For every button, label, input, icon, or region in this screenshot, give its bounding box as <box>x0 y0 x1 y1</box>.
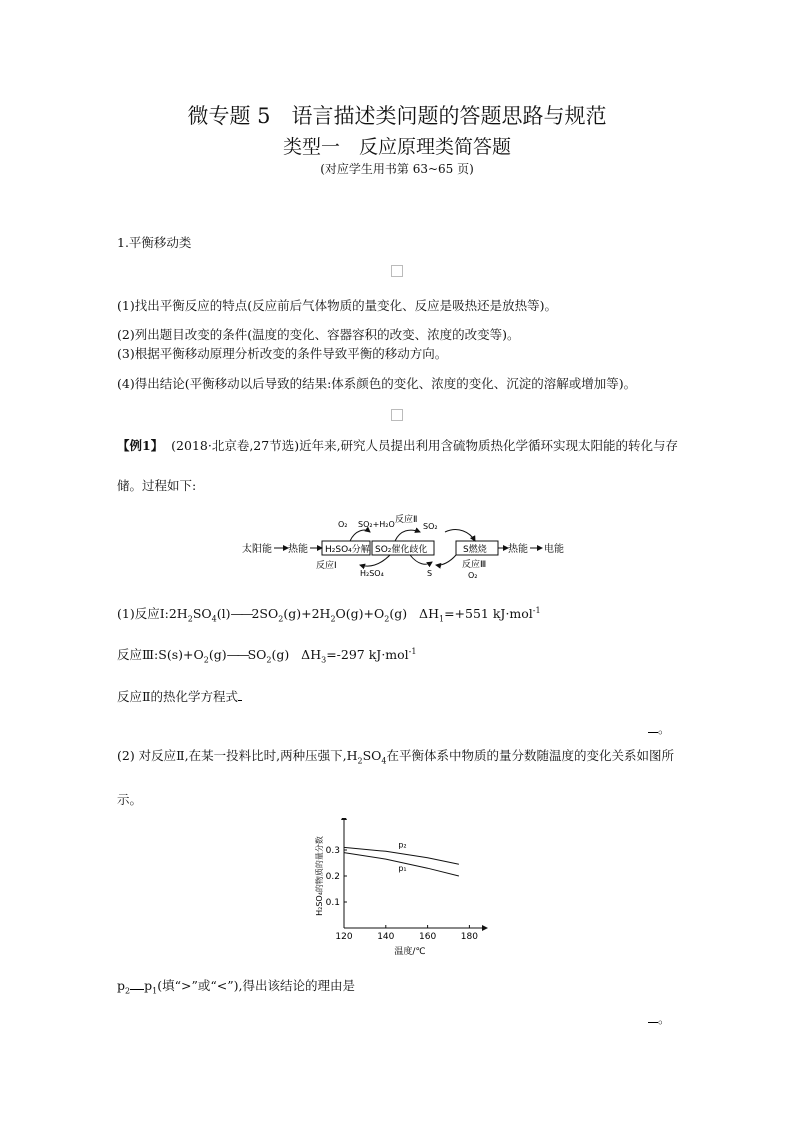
step-3: (3)根据平衡移动原理分析改变的条件导致平衡的移动方向。 <box>117 346 448 361</box>
box2-label: SO₂催化歧化 <box>375 545 428 555</box>
y-tick-label: 0.3 <box>325 846 340 856</box>
h2so4-label: H₂SO₄ <box>360 569 384 578</box>
x-axis-label: 温度/℃ <box>394 947 426 957</box>
heat-label: 热能 <box>288 544 308 555</box>
series-line-1 <box>344 847 459 864</box>
r1-dh: ΔH <box>419 606 439 621</box>
r1-prefix: (1)反应Ⅰ:2H <box>117 606 188 621</box>
so2-right-label: SO₂ <box>423 522 438 531</box>
box1-label: H₂SO₄分解 <box>325 545 370 555</box>
page-reference: (对应学生用书第 63~65 页) <box>320 162 474 176</box>
reaction-1-label: 反应Ⅰ <box>316 561 337 571</box>
cycle-arrow <box>410 555 432 564</box>
process-diagram <box>230 510 570 582</box>
section-heading: 1.平衡移动类 <box>117 235 192 250</box>
image-placeholder-icon <box>391 409 403 421</box>
reaction-2-label: 反应Ⅱ <box>395 515 418 525</box>
example-intro <box>117 436 678 454</box>
elec-label: 电能 <box>544 544 564 555</box>
cycle-arrow <box>436 555 456 565</box>
end-mark-2: 。 <box>658 1011 671 1026</box>
question-2-line1: (2) 对反应Ⅱ,在某一投料比时,两种压强下$,H_2SO_4$在平衡体系中物质的量分数随温度的变化关系如图所 <box>117 748 675 766</box>
page-title: 微专题 5 语言描述类问题的答题思路与规范 <box>187 104 607 128</box>
page-subtitle: 类型一 反应原理类简答题 <box>282 136 511 158</box>
x-tick-label: 120 <box>335 932 353 942</box>
step-1: (1)找出平衡反应的特点(反应前后气体物质的量变化、反应是吸热还是放热等)。 <box>117 298 557 313</box>
line-chart <box>310 818 490 968</box>
answer-line-end <box>648 719 671 737</box>
reaction-1-equation: (1)反应$Ⅰ:2H_2SO_4(l)——2SO_2(g)+2H_2O(g)+O_2(g)$ $\Delta H_1=+551$ kJ·mol$^{-1}$ <box>117 605 541 624</box>
chart-plot <box>344 840 459 876</box>
reaction-3-equation: 反应$Ⅲ:S(s)+O_2(g)——SO_2(g)$ $\Delta H_3=-297$ kJ·mol$^{-1}$ <box>117 646 417 665</box>
r3-value: =-297 kJ·mol <box>326 647 409 662</box>
r1-value: =+551 kJ·mol <box>444 606 533 621</box>
y-tick-label: 0.1 <box>325 898 340 908</box>
cycle-arrow <box>350 530 370 541</box>
y-axis-arrow <box>341 818 347 820</box>
r3-prefix: 反应Ⅲ:S(s)+O <box>117 647 204 662</box>
heat-label-2: 热能 <box>508 544 528 555</box>
y-axis-label: H₂SO₄的物质的量分数 <box>315 836 324 916</box>
end-mark: 。 <box>658 721 671 736</box>
cycle-arrow <box>395 530 420 541</box>
x-axis-arrow <box>482 925 488 931</box>
q2-line1a: (2) 对反应Ⅱ,在某一投料比时,两种压强下,H <box>117 748 358 763</box>
reaction-3-label: 反应Ⅲ <box>462 560 487 570</box>
step-4: (4)得出结论(平衡移动以后导致的结果:体系颜色的变化、浓度的变化、沉淀的溶解或增加等)。 <box>117 376 637 391</box>
solar-label: 太阳能 <box>242 544 272 555</box>
box3-label: S燃烧 <box>463 545 487 555</box>
series-label-2: p₁ <box>398 864 407 874</box>
s-label: S <box>427 569 433 578</box>
example-intro-line2: 储。过程如下: <box>117 478 197 493</box>
q3-tail: (填“>”或“<”),得出该结论的理由是 <box>157 978 355 993</box>
q1-text: 反应Ⅱ的热化学方程式 <box>117 689 238 704</box>
series-label-1: p₂ <box>398 840 407 850</box>
answer-line-end-2 <box>648 1009 671 1027</box>
example-intro-line1: (2018·北京卷,27节选)近年来,研究人员提出利用含硫物质热化学循环实现太阳能的转化与存 <box>171 438 679 453</box>
chart-axes <box>314 818 488 957</box>
so2-h2o-label: SO₂+H₂O <box>358 520 395 529</box>
image-placeholder-icon <box>391 265 403 277</box>
o2-bottom-label: O₂ <box>468 571 478 580</box>
o2-top-label: O₂ <box>338 520 348 529</box>
question-3: $p_2$ $p_1$(填“>”或“<”),得出该结论的理由是 <box>117 978 355 996</box>
example-tag: 【例1】 <box>117 438 164 453</box>
x-tick-label: 160 <box>419 932 437 942</box>
cycle-arrow <box>445 530 475 541</box>
q2-line1b: 在平衡体系中物质的量分数随温度的变化关系如图所 <box>386 748 675 763</box>
y-tick-label: 0.2 <box>325 872 340 882</box>
cycle-arrow <box>360 555 390 566</box>
question-2-line2: 示。 <box>117 792 143 807</box>
question-1 <box>117 687 242 705</box>
x-tick-label: 140 <box>377 932 395 942</box>
x-tick-label: 180 <box>460 932 478 942</box>
step-2: (2)列出题目改变的条件(温度的变化、容器容积的改变、浓度的改变等)。 <box>117 327 520 342</box>
